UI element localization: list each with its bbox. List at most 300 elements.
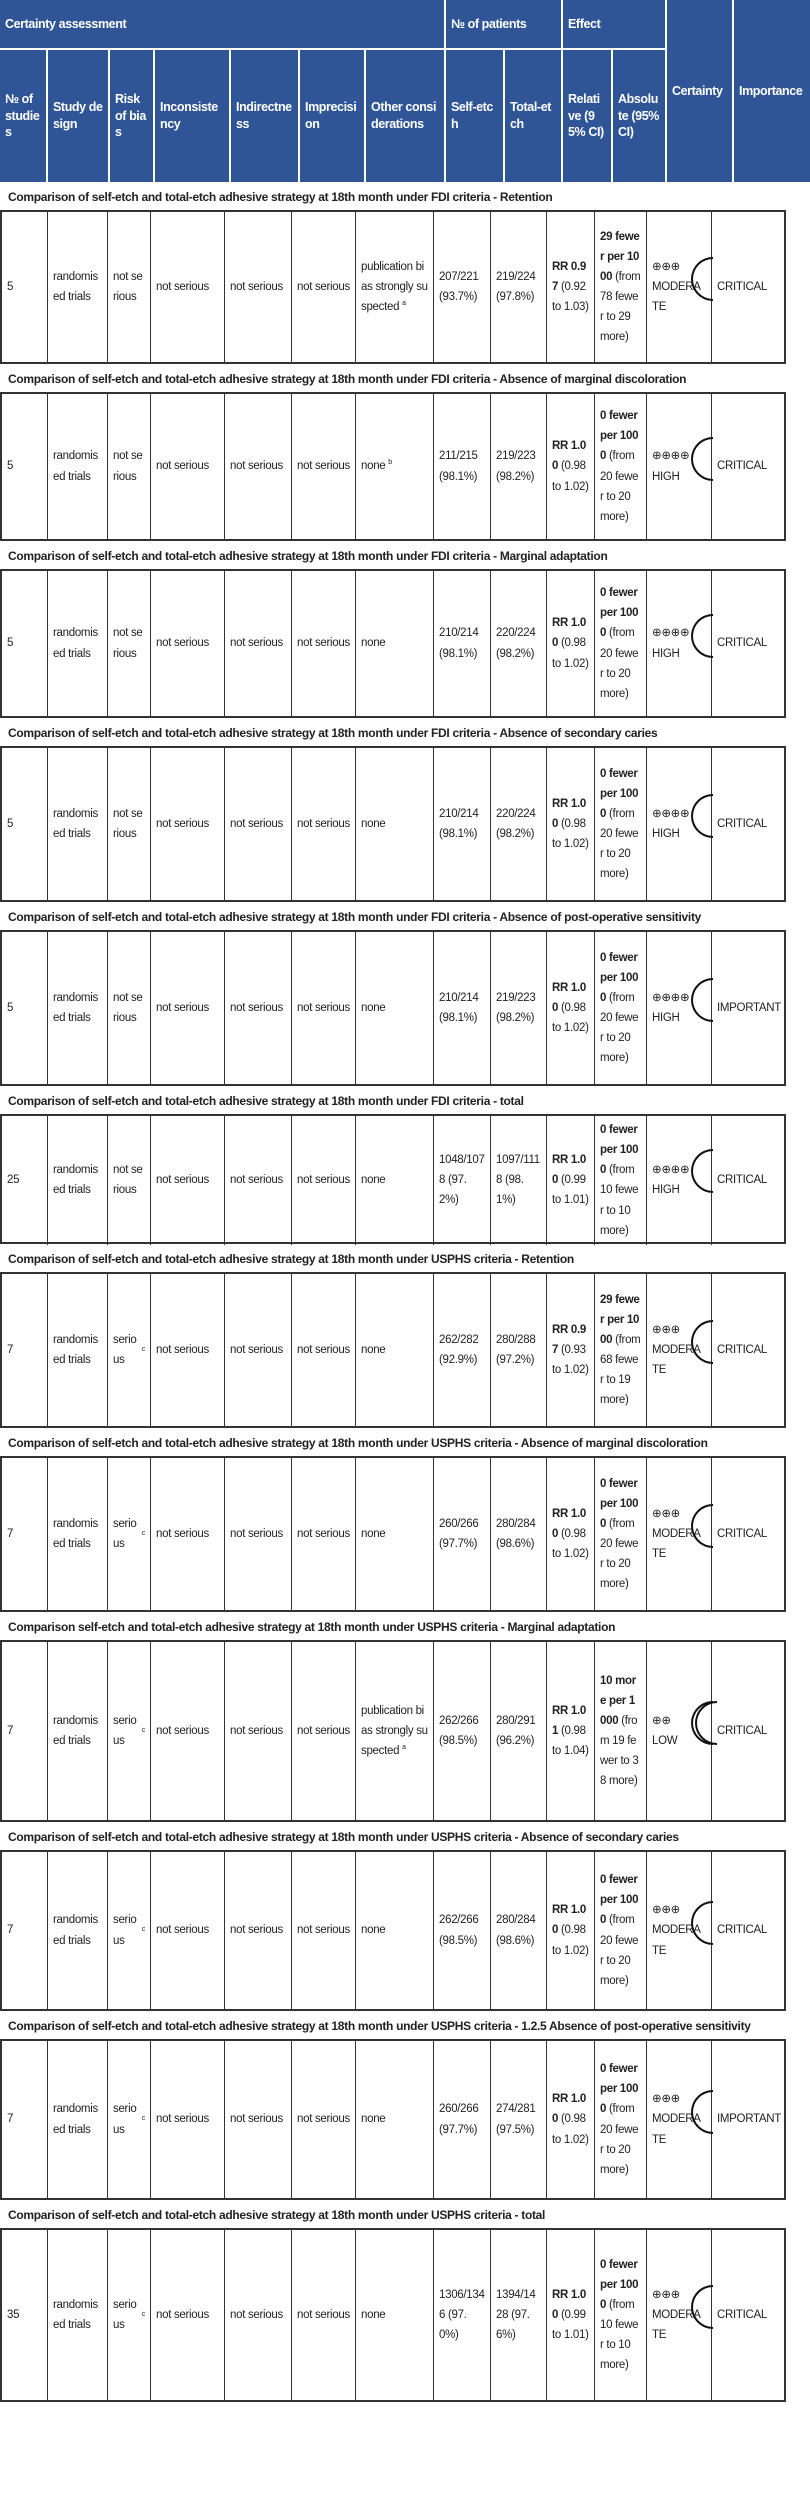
header-col: Risk of bias: [110, 50, 153, 182]
table-row: [0, 1272, 786, 1428]
inconsistency-cell: [151, 1642, 225, 1820]
studies-cell-text: 5: [7, 1001, 14, 1014]
absolute-effect-cell: [595, 2041, 647, 2198]
section-title: Comparison of self-etch and total-etch adhesive strategy at 18th month under USPHS criteria - Absence of marginal discoloration: [8, 1436, 708, 1450]
other-text: [361, 633, 385, 653]
relative-text: [552, 1701, 589, 1761]
indirectness-cell: [225, 748, 292, 900]
absolute-ci: (from 19 fewer to 38 more): [600, 1714, 639, 1788]
absolute-effect-cell: [595, 1116, 647, 1245]
certainty-symbols: ⊕⊕⊕⊕: [652, 991, 690, 1004]
absolute-text: [600, 948, 641, 1069]
indirectness-cell-text: not serious: [230, 1724, 283, 1737]
other-text: [361, 998, 385, 1018]
inconsistency-cell-text: not serious: [156, 280, 209, 293]
total-etch-cell-text: 280/288 (97.2%): [496, 1333, 536, 1366]
certainty-cell: [647, 1852, 712, 2009]
imprecision-cell: [292, 932, 356, 1084]
footnote-marker: c: [141, 1726, 145, 1734]
table-row: [0, 392, 786, 541]
self-etch-cell: [434, 394, 491, 539]
self-etch-cell: [434, 1274, 491, 1426]
footnote-marker: a: [402, 1744, 406, 1752]
rr-value: RR 1.00: [552, 2093, 586, 2126]
importance-cell: [712, 932, 788, 1084]
importance-cell: [712, 212, 788, 362]
studies-cell: [2, 394, 48, 539]
indirectness-cell-text: not serious: [230, 637, 283, 650]
absolute-ci: (from 20 fewer to 20 more): [600, 807, 639, 881]
section-title: Comparison of self-etch and total-etch adhesive strategy at 18th month under FDI criteria - Absence of secondary caries: [8, 726, 658, 740]
certainty-symbols: ⊕⊕⊕: [652, 1323, 681, 1336]
other-text: [361, 1524, 385, 1544]
absolute-text: [600, 1671, 641, 1792]
design-cell: [48, 1116, 108, 1245]
risk-of-bias-cell: [108, 2041, 151, 2198]
studies-cell-text: 7: [7, 2113, 14, 2126]
rr-ci: (0.93 to 1.02): [552, 1343, 589, 1377]
design-cell: [48, 1852, 108, 2009]
other-text: [361, 456, 392, 476]
inconsistency-cell-text: not serious: [156, 1343, 209, 1356]
certainty-cell: [647, 2041, 712, 2198]
absolute-ci: (from 20 fewer to 20 more): [600, 1914, 639, 1987]
design-cell-text: randomised trials: [53, 1517, 98, 1550]
total-etch-cell-text: 220/224 (98.2%): [496, 627, 536, 660]
design-cell: [48, 212, 108, 362]
risk-of-bias-cell-text: not serious: [113, 627, 143, 660]
total-etch-cell: [491, 2041, 547, 2198]
table-row: [0, 1114, 786, 1244]
indirectness-cell: [225, 571, 292, 716]
section-title: Comparison of self-etch and total-etch adhesive strategy at 18th month under USPHS criteria - total: [8, 2208, 546, 2222]
design-cell: [48, 1458, 108, 1610]
other-value: none: [361, 2113, 386, 2126]
certainty-label: MODERATE: [652, 2113, 701, 2146]
other-text: [361, 257, 428, 317]
relative-effect-cell: [547, 1274, 595, 1426]
relative-effect-cell: [547, 1116, 595, 1245]
certainty-symbols: ⊕⊕⊕: [652, 1507, 681, 1520]
absolute-effect-cell: [595, 212, 647, 362]
inconsistency-cell: [151, 1458, 225, 1610]
indirectness-cell: [225, 1852, 292, 2009]
imprecision-cell-text: not serious: [297, 2308, 350, 2321]
inconsistency-cell: [151, 932, 225, 1084]
absolute-text: [600, 1120, 641, 1241]
empty-circle-icon: [691, 1149, 713, 1193]
total-etch-cell: [491, 748, 547, 900]
studies-cell-text: 5: [7, 460, 14, 473]
self-etch-cell-text: 260/266 (97.7%): [439, 2103, 479, 2136]
empty-circle-icon: [691, 978, 713, 1022]
imprecision-cell: [292, 1642, 356, 1820]
certainty-label: LOW: [652, 1735, 678, 1747]
absolute-ci: (from 20 fewer to 20 more): [600, 450, 639, 523]
absolute-value: 0 fewer per 1000: [600, 1874, 639, 1927]
risk-of-bias-cell: [108, 394, 151, 539]
inconsistency-cell: [151, 1116, 225, 1245]
header-col: № of studies: [0, 50, 46, 182]
risk-of-bias-cell: [108, 212, 151, 362]
absolute-effect-cell: [595, 2230, 647, 2400]
rr-ci: (0.99 to 1.01): [552, 1174, 589, 1207]
total-etch-cell: [491, 932, 547, 1084]
studies-cell: [2, 1274, 48, 1426]
importance-cell: [712, 1852, 788, 2009]
design-cell: [48, 1274, 108, 1426]
inconsistency-cell-text: not serious: [156, 1724, 209, 1737]
other-value: none: [361, 1527, 386, 1540]
certainty-label: MODERATE: [652, 1527, 701, 1561]
relative-text: [552, 1900, 589, 1960]
other-value: publication bias strongly suspected: [361, 1704, 428, 1758]
inconsistency-cell: [151, 2230, 225, 2400]
importance-cell-text: CRITICAL: [717, 1924, 767, 1937]
certainty-text: [652, 1160, 689, 1200]
design-cell: [48, 2041, 108, 2198]
rr-value: RR 1.00: [552, 1507, 586, 1540]
certainty-text: [652, 988, 689, 1028]
importance-cell-text: CRITICAL: [717, 1724, 767, 1737]
imprecision-cell: [292, 2230, 356, 2400]
rr-value: RR 1.01: [552, 1704, 586, 1737]
other-text: [361, 1920, 385, 1940]
header-col: Self-etch: [446, 50, 503, 182]
header-col: Absolute (95% CI): [613, 50, 665, 182]
design-cell-text: randomised trials: [53, 1164, 98, 1197]
inconsistency-cell-text: not serious: [156, 637, 209, 650]
relative-effect-cell: [547, 571, 595, 716]
certainty-label: HIGH: [652, 1012, 680, 1024]
total-etch-cell-text: 280/284 (98.6%): [496, 1914, 536, 1947]
table-header: [0, 0, 803, 182]
certainty-cell: [647, 212, 712, 362]
total-etch-cell: [491, 1852, 547, 2009]
studies-cell: [2, 748, 48, 900]
inconsistency-cell-text: not serious: [156, 817, 209, 830]
imprecision-cell: [292, 571, 356, 716]
inconsistency-cell: [151, 1852, 225, 2009]
absolute-effect-cell: [595, 1642, 647, 1820]
indirectness-cell-text: not serious: [230, 2308, 283, 2321]
total-etch-cell: [491, 1458, 547, 1610]
self-etch-cell: [434, 1852, 491, 2009]
certainty-symbols: ⊕⊕⊕: [652, 1904, 681, 1917]
absolute-text: [600, 1870, 641, 1991]
design-cell-text: randomised trials: [53, 2298, 98, 2331]
other-considerations-cell: [356, 1458, 434, 1610]
absolute-value: 0 fewer per 1000: [600, 587, 639, 640]
other-value: none: [361, 1343, 386, 1356]
footnote-marker: b: [388, 459, 392, 467]
rr-value: RR 0.97: [552, 1323, 586, 1356]
risk-of-bias-cell-text: not serious: [113, 270, 143, 303]
indirectness-cell: [225, 1116, 292, 1245]
other-value: none: [361, 2308, 386, 2321]
certainty-label: MODERATE: [652, 280, 701, 314]
certainty-label: HIGH: [652, 470, 680, 483]
imprecision-cell: [292, 1116, 356, 1245]
header-col: Total-etch: [505, 50, 561, 182]
rr-ci: (0.98 to 1.02): [552, 460, 589, 493]
studies-cell-text: 7: [7, 1343, 14, 1356]
certainty-symbols: ⊕⊕⊕⊕: [652, 807, 690, 820]
design-cell-text: randomised trials: [53, 1714, 98, 1747]
absolute-text: [600, 583, 641, 704]
certainty-text: [652, 1711, 677, 1751]
footnote-marker: c: [141, 1926, 145, 1934]
studies-cell: [2, 1642, 48, 1820]
other-text: [361, 2305, 385, 2325]
absolute-ci: (from 78 fewer to 29 more): [600, 270, 641, 344]
indirectness-cell: [225, 932, 292, 1084]
importance-cell: [712, 571, 788, 716]
absolute-effect-cell: [595, 748, 647, 900]
header-patients: № of patients: [446, 0, 561, 48]
section-title: Comparison of self-etch and total-etch adhesive strategy at 18th month under FDI criteria - Absence of post-operative sensitivity: [8, 910, 702, 924]
inconsistency-cell-text: not serious: [156, 2113, 209, 2126]
risk-of-bias-cell-text: not serious: [113, 807, 143, 840]
absolute-effect-cell: [595, 571, 647, 716]
rr-value: RR 1.00: [552, 617, 586, 650]
relative-effect-cell: [547, 2230, 595, 2400]
self-etch-cell-text: 262/266 (98.5%): [439, 1714, 479, 1747]
certainty-symbols: ⊕⊕⊕⊕: [652, 450, 690, 463]
total-etch-cell-text: 219/223 (98.2%): [496, 991, 536, 1024]
self-etch-cell-text: 262/282 (92.9%): [439, 1333, 479, 1366]
certainty-label: HIGH: [652, 647, 680, 660]
self-etch-cell: [434, 1458, 491, 1610]
risk-of-bias-cell: [108, 1852, 151, 2009]
importance-cell-text: CRITICAL: [717, 637, 767, 650]
certainty-label: MODERATE: [652, 1343, 701, 1377]
certainty-symbols: ⊕⊕⊕⊕: [652, 1164, 690, 1177]
absolute-effect-cell: [595, 932, 647, 1084]
risk-of-bias-cell: [108, 932, 151, 1084]
total-etch-cell: [491, 394, 547, 539]
certainty-symbols: ⊕⊕⊕: [652, 2288, 681, 2301]
total-etch-cell: [491, 1274, 547, 1426]
section-title: Comparison of self-etch and total-etch adhesive strategy at 18th month under FDI criteria - Absence of marginal discoloration: [8, 372, 687, 386]
studies-cell: [2, 1852, 48, 2009]
other-considerations-cell: [356, 394, 434, 539]
header-col: Other considerations: [366, 50, 444, 182]
self-etch-cell-text: 260/266 (97.7%): [439, 1517, 479, 1550]
imprecision-cell-text: not serious: [297, 1001, 350, 1014]
design-cell: [48, 748, 108, 900]
design-cell-text: randomised trials: [53, 807, 98, 840]
section-title: Comparison of self-etch and total-etch adhesive strategy at 18th month under USPHS criteria - Absence of secondary caries: [8, 1830, 679, 1844]
table-body: [0, 182, 786, 2402]
imprecision-cell-text: not serious: [297, 1924, 350, 1937]
studies-cell: [2, 932, 48, 1084]
total-etch-cell: [491, 212, 547, 362]
self-etch-cell-text: 211/215 (98.1%): [439, 450, 478, 483]
footnote-marker: a: [402, 300, 406, 308]
importance-cell-text: CRITICAL: [717, 817, 767, 830]
relative-effect-cell: [547, 1642, 595, 1820]
relative-text: [552, 794, 589, 854]
imprecision-cell-text: not serious: [297, 637, 350, 650]
indirectness-cell: [225, 2230, 292, 2400]
indirectness-cell-text: not serious: [230, 1527, 283, 1540]
footnote-marker: c: [141, 2115, 145, 2123]
imprecision-cell-text: not serious: [297, 280, 350, 293]
studies-cell-text: 25: [7, 1174, 20, 1187]
absolute-ci: (from 68 fewer to 19 more): [600, 1333, 641, 1407]
risk-of-bias-cell-text: serious: [113, 2103, 137, 2136]
imprecision-cell-text: not serious: [297, 1343, 350, 1356]
self-etch-cell-text: 210/214 (98.1%): [439, 991, 479, 1024]
table-row: [0, 2039, 786, 2200]
risk-of-bias-cell-text: serious: [113, 1517, 137, 1550]
risk-of-bias-cell: [108, 1458, 151, 1610]
self-etch-cell-text: 210/214 (98.1%): [439, 807, 479, 840]
total-etch-cell-text: 219/224 (97.8%): [496, 270, 536, 303]
absolute-text: [600, 1474, 641, 1595]
header-col: Relative (95% CI): [563, 50, 611, 182]
table-row: [0, 1456, 786, 1612]
other-value: none: [361, 460, 386, 473]
total-etch-cell-text: 274/281 (97.5%): [496, 2103, 536, 2136]
other-considerations-cell: [356, 2230, 434, 2400]
inconsistency-cell: [151, 748, 225, 900]
footnote-marker: c: [141, 1529, 145, 1537]
relative-text: [552, 2285, 589, 2345]
design-cell-text: randomised trials: [53, 2103, 98, 2136]
other-considerations-cell: [356, 932, 434, 1084]
absolute-ci: (from 10 fewer to 10 more): [600, 1164, 639, 1237]
certainty-label: HIGH: [652, 1184, 680, 1197]
studies-cell: [2, 212, 48, 362]
absolute-value: 0 fewer per 1000: [600, 767, 639, 820]
indirectness-cell-text: not serious: [230, 1174, 283, 1187]
absolute-ci: (from 20 fewer to 20 more): [600, 1517, 639, 1591]
section-title: Comparison self-etch and total-etch adhesive strategy at 18th month under USPHS criteria - Marginal adaptation: [8, 1620, 616, 1634]
certainty-text: [652, 623, 689, 663]
inconsistency-cell: [151, 212, 225, 362]
studies-cell-text: 7: [7, 1527, 14, 1540]
rr-ci: (0.98 to 1.02): [552, 1924, 589, 1957]
header-col: Imprecision: [300, 50, 364, 182]
absolute-text: [600, 406, 641, 527]
risk-of-bias-cell: [108, 1274, 151, 1426]
rr-value: RR 0.97: [552, 260, 586, 293]
relative-effect-cell: [547, 2041, 595, 2198]
total-etch-cell-text: 1394/1428 (97.6%): [496, 2288, 536, 2342]
inconsistency-cell-text: not serious: [156, 1174, 209, 1187]
relative-text: [552, 257, 589, 317]
imprecision-cell-text: not serious: [297, 1724, 350, 1737]
rr-value: RR 1.00: [552, 981, 586, 1014]
importance-cell: [712, 394, 788, 539]
self-etch-cell-text: 210/214 (98.1%): [439, 627, 479, 660]
absolute-ci: (from 10 fewer to 10 more): [600, 2298, 639, 2372]
absolute-effect-cell: [595, 394, 647, 539]
inconsistency-cell-text: not serious: [156, 1924, 209, 1937]
other-considerations-cell: [356, 1116, 434, 1245]
importance-cell: [712, 1642, 788, 1820]
studies-cell-text: 7: [7, 1924, 14, 1937]
total-etch-cell: [491, 1116, 547, 1245]
importance-cell-text: CRITICAL: [717, 280, 767, 293]
certainty-cell: [647, 1274, 712, 1426]
other-text: [361, 1170, 385, 1190]
rr-value: RR 1.00: [552, 1154, 586, 1187]
certainty-cell: [647, 1116, 712, 1245]
rr-ci: (0.98 to 1.02): [552, 637, 589, 670]
design-cell-text: randomised trials: [53, 627, 98, 660]
rr-value: RR 1.00: [552, 440, 586, 473]
certainty-label: MODERATE: [652, 2308, 701, 2342]
table-row: [0, 1640, 786, 1822]
self-etch-cell-text: 1306/1346 (97.0%): [439, 2288, 485, 2342]
indirectness-cell: [225, 394, 292, 539]
other-value: none: [361, 637, 386, 650]
other-considerations-cell: [356, 212, 434, 362]
other-value: none: [361, 1924, 386, 1937]
inconsistency-cell-text: not serious: [156, 2308, 209, 2321]
studies-cell-text: 35: [7, 2308, 20, 2321]
certainty-symbols: ⊕⊕: [652, 1714, 671, 1727]
studies-cell-text: 5: [7, 637, 14, 650]
relative-effect-cell: [547, 394, 595, 539]
absolute-value: 29 fewer per 1000: [600, 1293, 640, 1346]
importance-cell: [712, 1116, 788, 1245]
studies-cell: [2, 1458, 48, 1610]
total-etch-cell: [491, 1642, 547, 1820]
absolute-value: 0 fewer per 1000: [600, 1477, 639, 1530]
indirectness-cell-text: not serious: [230, 1924, 283, 1937]
inconsistency-cell-text: not serious: [156, 1527, 209, 1540]
other-value: none: [361, 1001, 386, 1014]
studies-cell: [2, 2230, 48, 2400]
indirectness-cell: [225, 2041, 292, 2198]
importance-cell: [712, 2230, 788, 2400]
other-considerations-cell: [356, 748, 434, 900]
section-title: Comparison of self-etch and total-etch adhesive strategy at 18th month under FDI criteria - total: [8, 1094, 524, 1108]
other-considerations-cell: [356, 1852, 434, 2009]
design-cell: [48, 571, 108, 716]
table-row: [0, 746, 786, 902]
rr-ci: (0.98 to 1.02): [552, 817, 589, 851]
risk-of-bias-cell: [108, 2230, 151, 2400]
studies-cell: [2, 1116, 48, 1245]
studies-cell-text: 5: [7, 817, 14, 830]
table-row: [0, 569, 786, 718]
risk-of-bias-cell-text: serious: [113, 1333, 137, 1366]
indirectness-cell: [225, 212, 292, 362]
header-certainty-assessment: Certainty assessment: [0, 0, 444, 48]
indirectness-cell: [225, 1274, 292, 1426]
indirectness-cell: [225, 1642, 292, 1820]
empty-circle-icon: [691, 614, 713, 658]
rr-ci: (0.98 to 1.04): [552, 1724, 589, 1758]
rr-ci: (0.98 to 1.02): [552, 1527, 589, 1561]
relative-effect-cell: [547, 748, 595, 900]
inconsistency-cell: [151, 1274, 225, 1426]
self-etch-cell: [434, 748, 491, 900]
imprecision-cell: [292, 1852, 356, 2009]
total-etch-cell: [491, 571, 547, 716]
risk-of-bias-cell: [108, 571, 151, 716]
indirectness-cell-text: not serious: [230, 280, 283, 293]
studies-cell-text: 7: [7, 1724, 14, 1737]
header-col: Inconsistency: [155, 50, 229, 182]
importance-cell-text: CRITICAL: [717, 1527, 767, 1540]
inconsistency-cell: [151, 2041, 225, 2198]
